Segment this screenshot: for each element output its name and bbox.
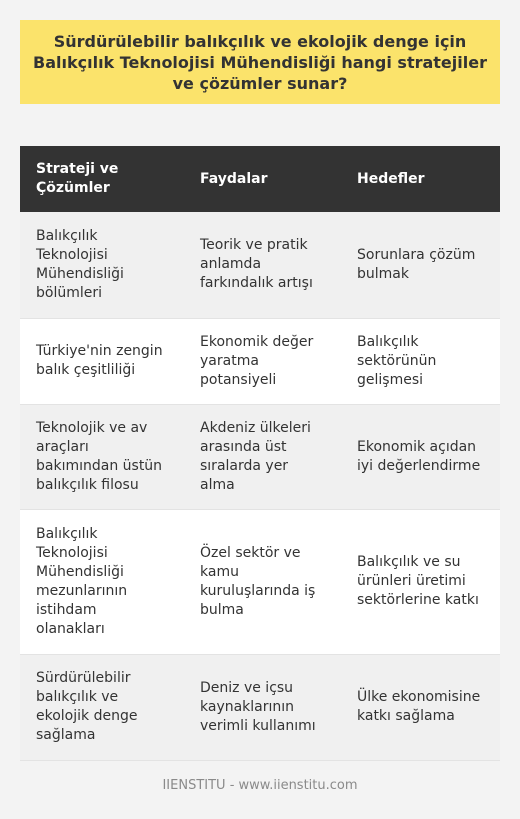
page-title: Sürdürülebilir balıkçılık ve ekolojik denge için Balıkçılık Teknolojisi Mühendisliği hangi stratejiler ve çözümler sunar? [33, 31, 487, 93]
table-cell: Balıkçılık sektörünün gelişmesi [341, 318, 500, 404]
title-banner [20, 20, 500, 104]
table-cell: Balıkçılık Teknolojisi Mühendisliği mezunlarının istihdam olanakları [20, 509, 184, 654]
table-cell: Sürdürülebilir balıkçılık ve ekolojik denge sağlama [20, 654, 184, 760]
table-cell: Teknolojik ve av araçları bakımından üstün balıkçılık filosu [20, 404, 184, 509]
header-benefits: Faydalar [184, 146, 341, 212]
table-row [20, 509, 500, 654]
table-cell: Ülke ekonomisine katkı sağlama [341, 654, 500, 760]
table-row [20, 318, 500, 404]
table-row [20, 654, 500, 760]
table-cell: Sorunlara çözüm bulmak [341, 212, 500, 318]
table-cell: Akdeniz ülkeleri arasında üst sıralarda yer alma [184, 404, 341, 509]
table-cell: Ekonomik açıdan iyi değerlendirme [341, 404, 500, 509]
table-cell: Ekonomik değer yaratma potansiyeli [184, 318, 341, 404]
table-cell: Deniz ve içsu kaynaklarının verimli kullanımı [184, 654, 341, 760]
table-cell: Özel sektör ve kamu kuruluşlarında iş bulma [184, 509, 341, 654]
table-row [20, 404, 500, 509]
table-cell: Teorik ve pratik anlamda farkındalık artışı [184, 212, 341, 318]
table-header-row [20, 146, 500, 212]
table-cell: Balıkçılık Teknolojisi Mühendisliği bölümleri [20, 212, 184, 318]
header-goals: Hedefler [341, 146, 500, 212]
table-row [20, 212, 500, 318]
strategy-table [20, 146, 500, 761]
footer-credit: IIENSTITU - www.iienstitu.com [162, 778, 358, 793]
table-cell: Türkiye'nin zengin balık çeşitliliği [20, 318, 184, 404]
header-strategy: Strateji ve Çözümler [20, 146, 184, 212]
table-cell: Balıkçılık ve su ürünleri üretimi sektörlerine katkı [341, 509, 500, 654]
